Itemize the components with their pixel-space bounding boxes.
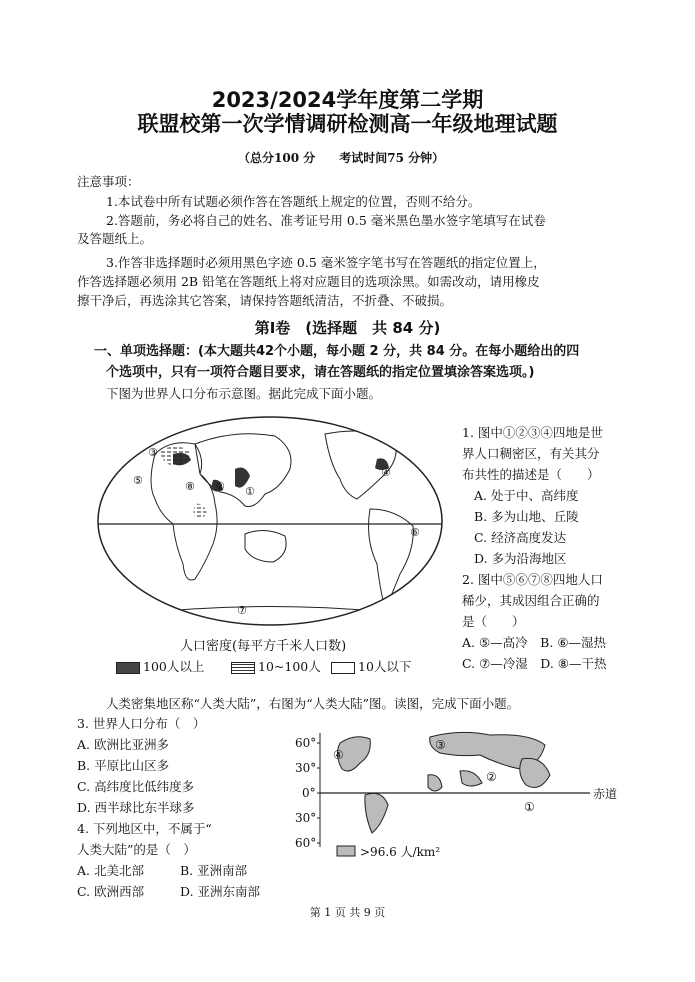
legend-swatch-medium <box>231 662 255 674</box>
q2-stem: 2. 图中⑤⑥⑦⑧四地人口 <box>462 572 603 587</box>
legend-swatch-sparse <box>331 662 355 674</box>
region-south-america <box>365 793 388 833</box>
score-time-info: （总分100 分 考试时间75 分钟） <box>238 151 445 165</box>
map1-caption: 人口密度(每平方千米人口数) <box>180 639 347 654</box>
world-population-map <box>95 414 445 629</box>
lat-label: 30° <box>295 811 317 825</box>
map2-marker-4: ④ <box>333 748 344 762</box>
note-item: 3.作答非选择题时必须用黑色字迹 0.5 毫米签字笔书写在答题纸的指定位置上， <box>106 255 546 270</box>
notes-heading: 注意事项： <box>77 174 140 189</box>
map1-marker-5: ⑤ <box>133 474 143 487</box>
equator-label: 赤道 <box>593 787 618 801</box>
q1-stem: 1. 图中①②③④四地是世 <box>462 425 603 440</box>
q4-option-d: D. 亚洲东南部 <box>180 884 261 899</box>
human-continent-map <box>290 725 630 865</box>
legend-swatch-dense <box>337 846 355 856</box>
legend-sparse: 10人以下 <box>331 657 411 675</box>
q2-options-cd: C. ⑦—冷湿 D. ⑧—干热 <box>462 656 607 671</box>
map1-marker-1: ① <box>245 485 255 498</box>
section-title: 第Ⅰ卷 (选择题 共 84 分) <box>254 319 441 337</box>
map1-marker-4: ④ <box>381 466 391 479</box>
q1-option-d: D. 多为沿海地区 <box>474 551 567 566</box>
map2-marker-1: ① <box>524 800 535 814</box>
region-south-asia <box>460 771 482 786</box>
lat-label: 30° <box>295 761 317 775</box>
map1-marker-3: ③ <box>148 446 158 459</box>
lat-label: 60° <box>295 836 317 850</box>
note-item: 1.本试卷中所有试题必须作答在答题纸上规定的位置，否则不给分。 <box>106 194 481 209</box>
legend-dense: 100人以上 <box>116 657 204 675</box>
lat-label: 60° <box>295 736 317 750</box>
map2-legend-label: >96.6 人/km² <box>360 845 441 859</box>
q3-stem: 3. 世界人口分布（ ） <box>77 716 206 731</box>
q3-option-c: C. 高纬度比低纬度多 <box>77 779 195 794</box>
map1-marker-6: ⑥ <box>410 526 420 539</box>
q2-stem: 稀少，其成因组合正确的 <box>462 593 600 608</box>
q1-stem: 布共性的描述是（ ） <box>462 467 600 482</box>
region-africa-west <box>428 775 442 791</box>
q4-stem: 人类大陆”的是（ ） <box>77 842 196 857</box>
section-instruction: 个选项中，只有一项符合题目要求，请在答题纸的指定位置填涂答案选项。) <box>106 365 535 380</box>
page-footer: 第 1 页 共 9 页 <box>309 906 386 919</box>
exam-title-line2: 联盟校第一次学情调研检测高一年级地理试题 <box>137 112 558 136</box>
q3-option-d: D. 西半球比东半球多 <box>77 800 195 815</box>
q1-option-a: A. 处于中、高纬度 <box>474 488 579 503</box>
lat-label: 0° <box>302 786 316 800</box>
map2-marker-2: ② <box>486 770 497 784</box>
map1-marker-7: ⑦ <box>237 604 247 617</box>
part2-intro: 人类密集地区称“人类大陆”，右图为“人类大陆”图。读图，完成下面小题。 <box>106 696 520 711</box>
q1-option-c: C. 经济高度发达 <box>474 530 567 545</box>
legend-medium: 10~100人 <box>231 657 321 675</box>
map1-intro: 下图为世界人口分布示意图。据此完成下面小题。 <box>106 386 382 401</box>
map1-marker-8: ⑧ <box>185 480 195 493</box>
map2-marker-3: ③ <box>435 738 446 752</box>
section-instruction: 一、单项选择题：(本大题共42个小题，每小题 2 分，共 84 分。在每小题给出的四 <box>94 344 580 359</box>
q3-option-a: A. 欧洲比亚洲多 <box>77 737 169 752</box>
q2-stem: 是（ ） <box>462 614 525 629</box>
exam-title-line1: 2023/2024学年度第二学期 <box>211 88 484 112</box>
q3-option-b: B. 平原比山区多 <box>77 758 170 773</box>
note-item: 擦干净后，再选涂其它答案，请保持答题纸清洁，不折叠、不破损。 <box>77 293 453 308</box>
q4-option-b: B. 亚洲南部 <box>180 863 248 878</box>
q2-options-ab: A. ⑤—高冷 B. ⑥—湿热 <box>462 635 607 650</box>
q1-stem: 界人口稠密区，有关其分 <box>462 446 600 461</box>
note-item: 及答题纸上。 <box>77 231 153 246</box>
map1-marker-2: ② <box>215 480 225 493</box>
q1-option-b: B. 多为山地、丘陵 <box>474 509 579 524</box>
legend-swatch-dense <box>116 662 140 674</box>
note-item: 2.答题前，务必将自己的姓名、准考证号用 0.5 毫米黑色墨水签字笔填写在试卷 <box>106 213 546 228</box>
note-item: 作答选择题必须用 2B 铅笔在答题纸上将对应题目的选项涂黑。如需改动，请用橡皮 <box>77 274 540 289</box>
q4-option-c: C. 欧洲西部 <box>77 884 145 899</box>
q4-stem: 4. 下列地区中，不属于“ <box>77 821 212 836</box>
region-east-asia <box>520 758 550 787</box>
q4-option-a: A. 北美北部 <box>77 863 144 878</box>
